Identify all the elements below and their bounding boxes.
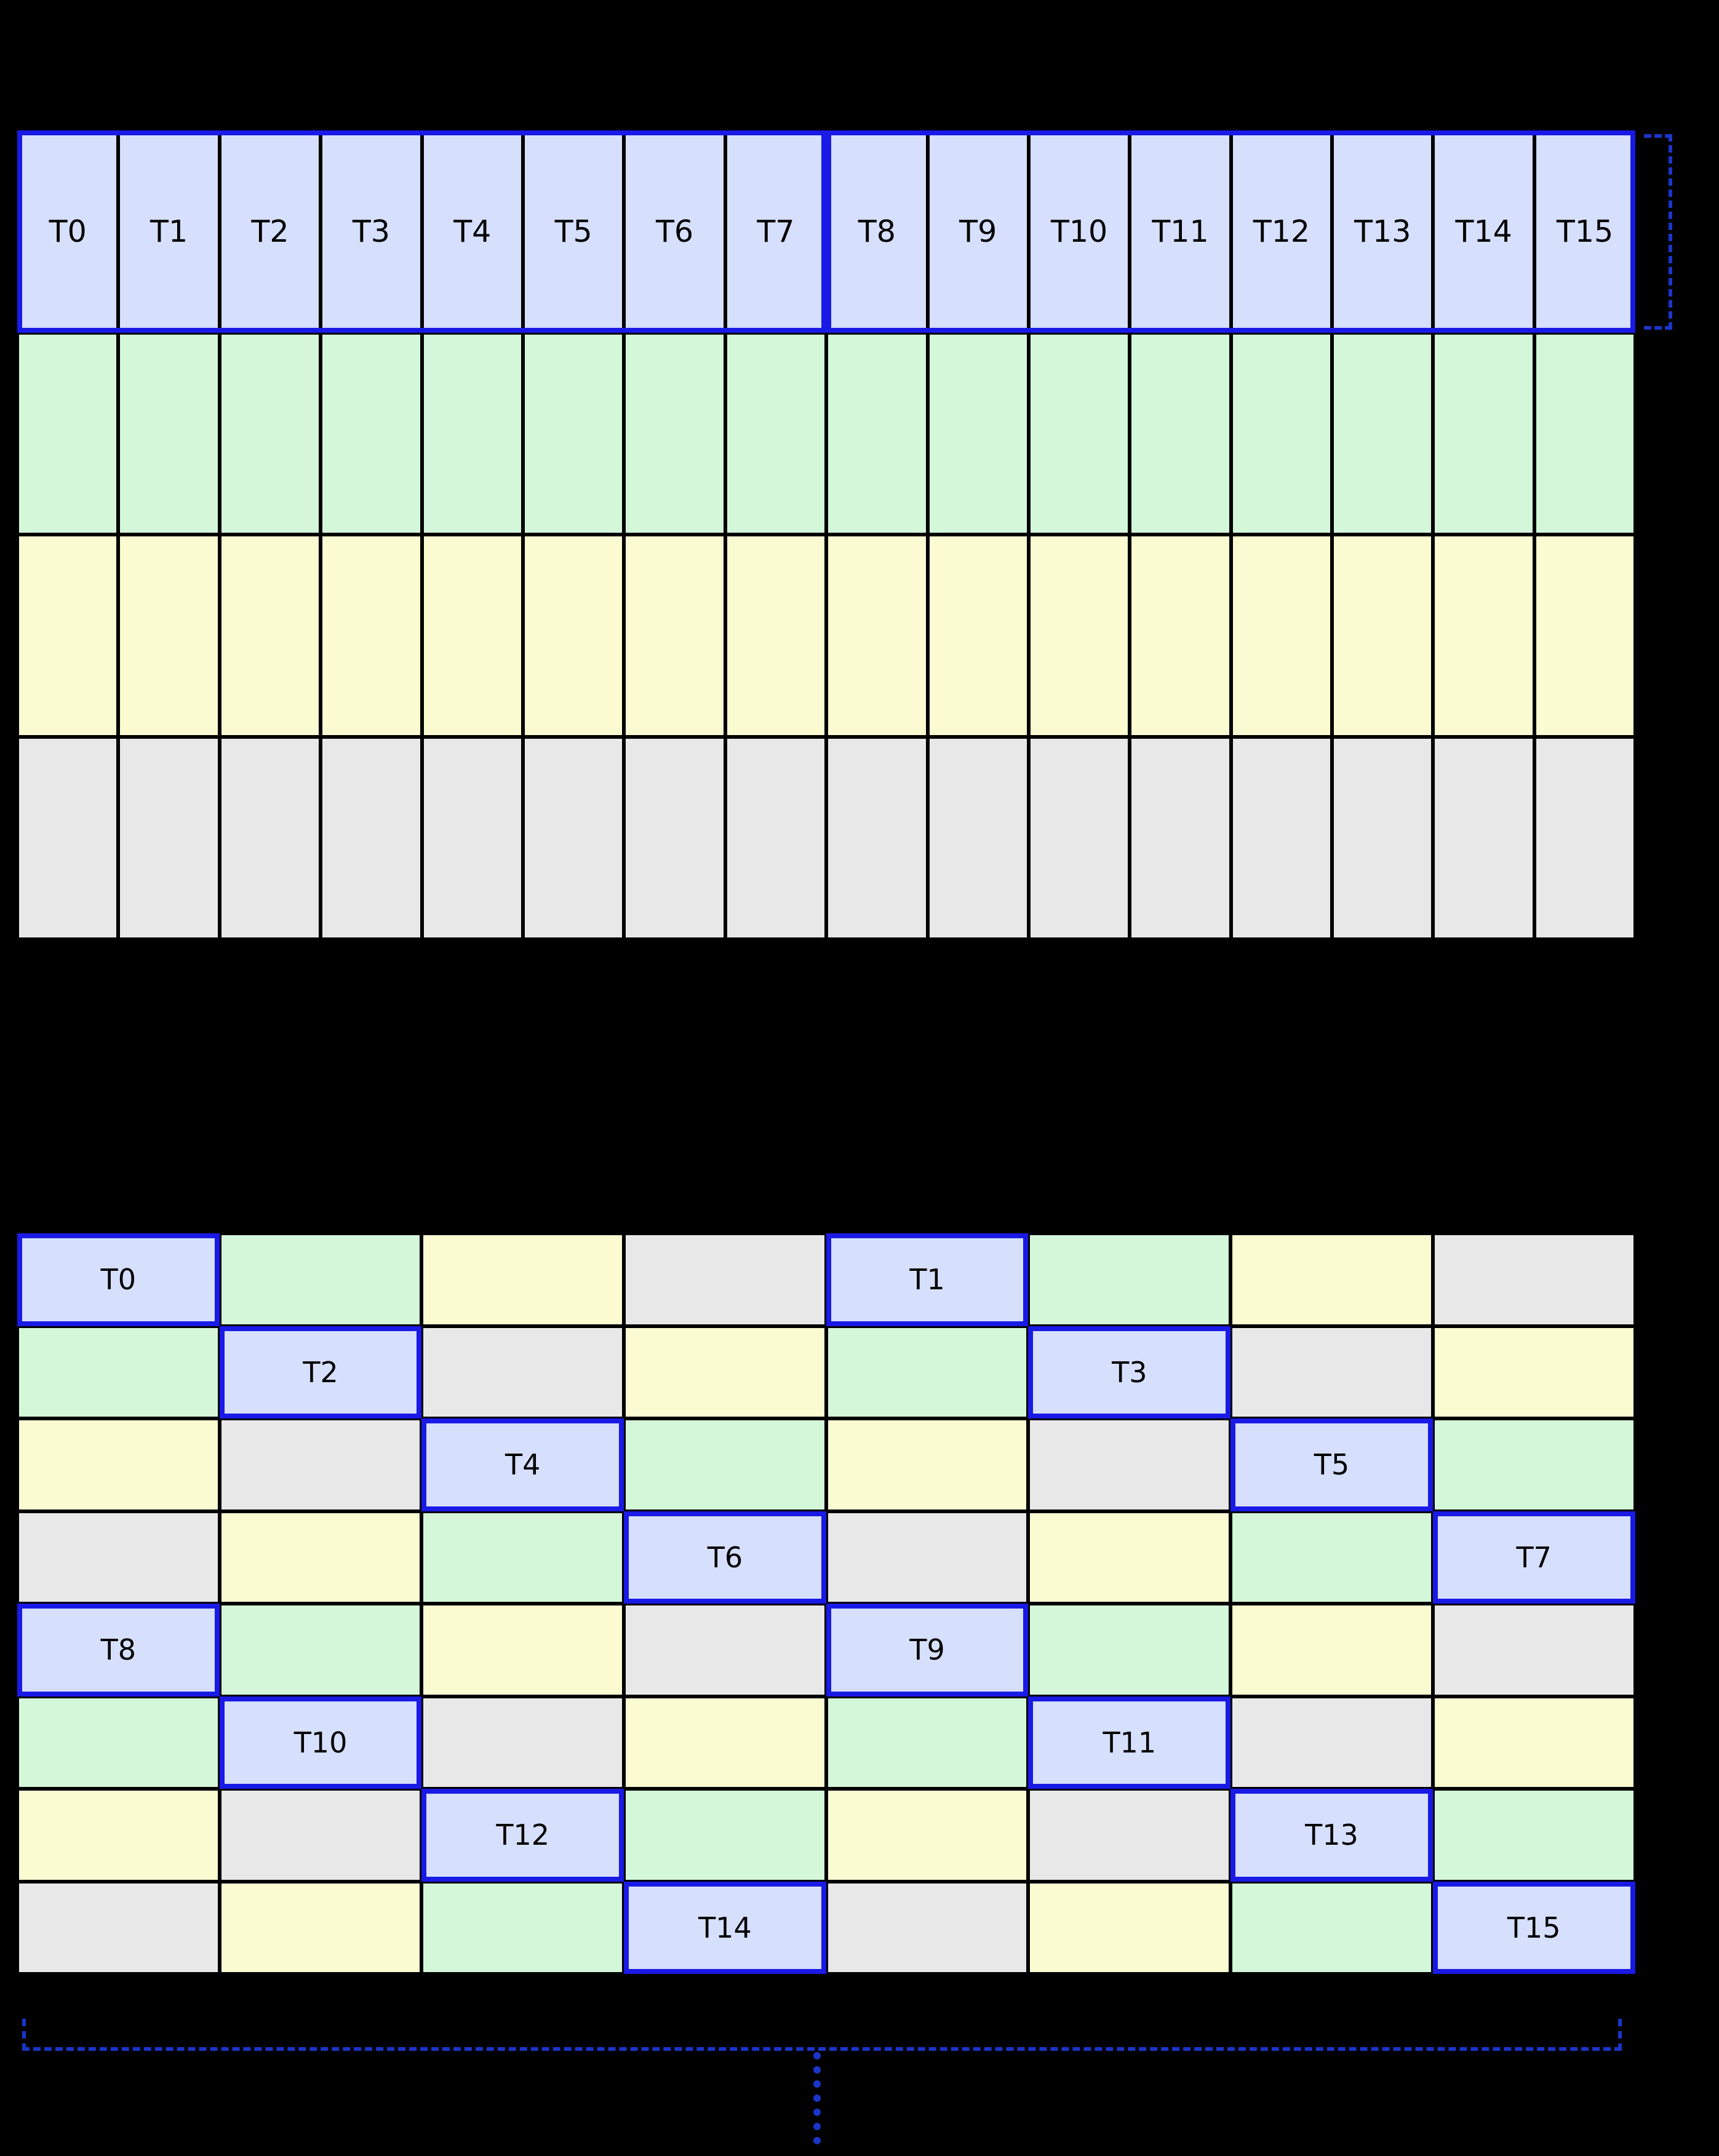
data-cell bbox=[421, 1882, 624, 1975]
data-cell bbox=[1028, 1604, 1230, 1697]
data-cell bbox=[1028, 1418, 1230, 1511]
data-cell bbox=[1130, 333, 1230, 535]
data-cell bbox=[1130, 737, 1230, 939]
data-cell bbox=[220, 737, 321, 939]
data-cell bbox=[321, 737, 421, 939]
thread-cell[interactable]: T1 bbox=[826, 1233, 1029, 1326]
data-cell bbox=[523, 333, 624, 535]
data-cell bbox=[928, 737, 1029, 939]
data-cell bbox=[421, 1511, 624, 1604]
thread-cell[interactable]: T2 bbox=[220, 130, 321, 333]
data-cell bbox=[624, 737, 725, 939]
data-cell bbox=[1028, 1511, 1230, 1604]
thread-cell[interactable]: T8 bbox=[826, 130, 927, 333]
data-cell bbox=[1230, 1882, 1433, 1975]
data-cell bbox=[220, 1789, 422, 1882]
thread-cell[interactable]: T4 bbox=[422, 130, 523, 333]
data-cell bbox=[1130, 535, 1230, 737]
thread-cell[interactable]: T2 bbox=[220, 1326, 422, 1419]
grid-interleaved bbox=[17, 1233, 1635, 1974]
data-cell bbox=[220, 333, 321, 535]
data-cell bbox=[220, 1233, 422, 1326]
data-cell bbox=[1433, 1233, 1635, 1326]
data-cell bbox=[1433, 1697, 1635, 1789]
data-cell bbox=[928, 535, 1029, 737]
data-cell bbox=[928, 333, 1029, 535]
thread-cell[interactable]: T13 bbox=[1332, 130, 1433, 333]
data-cell bbox=[421, 1233, 624, 1326]
data-cell bbox=[826, 1789, 1029, 1882]
thread-cell[interactable]: T6 bbox=[624, 1511, 826, 1604]
data-cell bbox=[422, 333, 523, 535]
data-cell bbox=[1433, 737, 1534, 939]
brace-bottom-figure2 bbox=[22, 2019, 1622, 2051]
grid-linear bbox=[17, 130, 1635, 939]
data-cell bbox=[826, 737, 927, 939]
data-cell bbox=[1029, 535, 1130, 737]
data-cell bbox=[523, 737, 624, 939]
thread-cell[interactable]: T15 bbox=[1433, 1882, 1635, 1975]
data-cell bbox=[1332, 333, 1433, 535]
data-cell bbox=[826, 333, 927, 535]
data-cell bbox=[421, 1326, 624, 1419]
data-cell bbox=[220, 1418, 422, 1511]
thread-cell[interactable]: T7 bbox=[725, 130, 826, 333]
thread-cell[interactable]: T5 bbox=[523, 130, 624, 333]
data-cell bbox=[1433, 333, 1534, 535]
data-cell bbox=[321, 333, 421, 535]
data-cell bbox=[17, 1418, 220, 1511]
data-cell bbox=[17, 737, 118, 939]
data-cell bbox=[523, 535, 624, 737]
data-cell bbox=[17, 333, 118, 535]
thread-cell[interactable]: T11 bbox=[1130, 130, 1230, 333]
data-cell bbox=[826, 1697, 1029, 1789]
data-cell bbox=[1029, 737, 1130, 939]
data-cell bbox=[220, 535, 321, 737]
thread-cell[interactable]: T6 bbox=[624, 130, 725, 333]
data-cell bbox=[624, 1418, 826, 1511]
data-cell bbox=[624, 535, 725, 737]
data-cell bbox=[725, 333, 826, 535]
data-cell bbox=[118, 333, 219, 535]
data-cell bbox=[220, 1511, 422, 1604]
data-cell bbox=[220, 1882, 422, 1975]
data-cell bbox=[1231, 333, 1332, 535]
data-cell bbox=[1231, 737, 1332, 939]
thread-cell[interactable]: T9 bbox=[928, 130, 1029, 333]
data-cell bbox=[624, 1697, 826, 1789]
data-cell bbox=[1230, 1697, 1433, 1789]
figure-thread-interleaved bbox=[17, 1233, 1635, 2011]
data-cell bbox=[1230, 1511, 1433, 1604]
thread-cell[interactable]: T4 bbox=[421, 1418, 624, 1511]
data-cell bbox=[725, 737, 826, 939]
data-cell bbox=[1230, 1604, 1433, 1697]
data-cell bbox=[826, 1326, 1029, 1419]
data-cell bbox=[17, 1326, 220, 1419]
thread-cell[interactable]: T8 bbox=[17, 1604, 220, 1697]
data-cell bbox=[1433, 535, 1534, 737]
data-cell bbox=[421, 1697, 624, 1789]
thread-cell[interactable]: T0 bbox=[17, 130, 118, 333]
thread-cell[interactable]: T12 bbox=[421, 1789, 624, 1882]
data-cell bbox=[17, 1882, 220, 1975]
data-cell bbox=[1231, 535, 1332, 737]
data-cell bbox=[118, 737, 219, 939]
thread-cell[interactable]: T10 bbox=[1029, 130, 1130, 333]
data-cell bbox=[624, 1604, 826, 1697]
data-cell bbox=[1433, 1326, 1635, 1419]
thread-cell[interactable]: T14 bbox=[624, 1882, 826, 1975]
continuation-dots bbox=[813, 2052, 821, 2144]
thread-cell[interactable]: T0 bbox=[17, 1233, 220, 1326]
data-cell bbox=[725, 535, 826, 737]
data-cell bbox=[1230, 1326, 1433, 1419]
thread-cell[interactable]: T14 bbox=[1433, 130, 1534, 333]
data-cell bbox=[826, 1418, 1029, 1511]
data-cell bbox=[1534, 737, 1635, 939]
thread-cell[interactable]: T9 bbox=[826, 1604, 1029, 1697]
data-cell bbox=[1230, 1233, 1433, 1326]
thread-cell[interactable]: T3 bbox=[321, 130, 421, 333]
data-cell bbox=[17, 535, 118, 737]
thread-cell[interactable]: T12 bbox=[1231, 130, 1332, 333]
data-cell bbox=[1534, 535, 1635, 737]
data-cell bbox=[422, 737, 523, 939]
figure-thread-linear bbox=[17, 130, 1635, 939]
data-cell bbox=[1433, 1789, 1635, 1882]
data-cell bbox=[17, 1511, 220, 1604]
data-cell bbox=[421, 1604, 624, 1697]
data-cell bbox=[826, 535, 927, 737]
data-cell bbox=[1028, 1789, 1230, 1882]
data-cell bbox=[624, 1326, 826, 1419]
thread-cell[interactable]: T13 bbox=[1230, 1789, 1433, 1882]
data-cell bbox=[826, 1882, 1029, 1975]
data-cell bbox=[220, 1604, 422, 1697]
data-cell bbox=[1028, 1882, 1230, 1975]
thread-cell[interactable]: T11 bbox=[1028, 1697, 1230, 1789]
data-cell bbox=[1332, 737, 1433, 939]
data-cell bbox=[624, 1789, 826, 1882]
data-cell bbox=[826, 1511, 1029, 1604]
thread-cell[interactable]: T1 bbox=[118, 130, 219, 333]
data-cell bbox=[422, 535, 523, 737]
thread-cell[interactable]: T5 bbox=[1230, 1418, 1433, 1511]
data-cell bbox=[1028, 1233, 1230, 1326]
data-cell bbox=[1534, 333, 1635, 535]
thread-cell[interactable]: T10 bbox=[220, 1697, 422, 1789]
data-cell bbox=[1433, 1604, 1635, 1697]
data-cell bbox=[321, 535, 421, 737]
thread-cell[interactable]: T15 bbox=[1534, 130, 1635, 333]
data-cell bbox=[624, 333, 725, 535]
data-cell bbox=[17, 1789, 220, 1882]
data-cell bbox=[118, 535, 219, 737]
brace-right-figure1 bbox=[1644, 134, 1672, 330]
data-cell bbox=[1029, 333, 1130, 535]
data-cell bbox=[1433, 1418, 1635, 1511]
data-cell bbox=[17, 1697, 220, 1789]
thread-cell[interactable]: T7 bbox=[1433, 1511, 1635, 1604]
data-cell bbox=[1332, 535, 1433, 737]
data-cell bbox=[624, 1233, 826, 1326]
thread-cell[interactable]: T3 bbox=[1028, 1326, 1230, 1419]
